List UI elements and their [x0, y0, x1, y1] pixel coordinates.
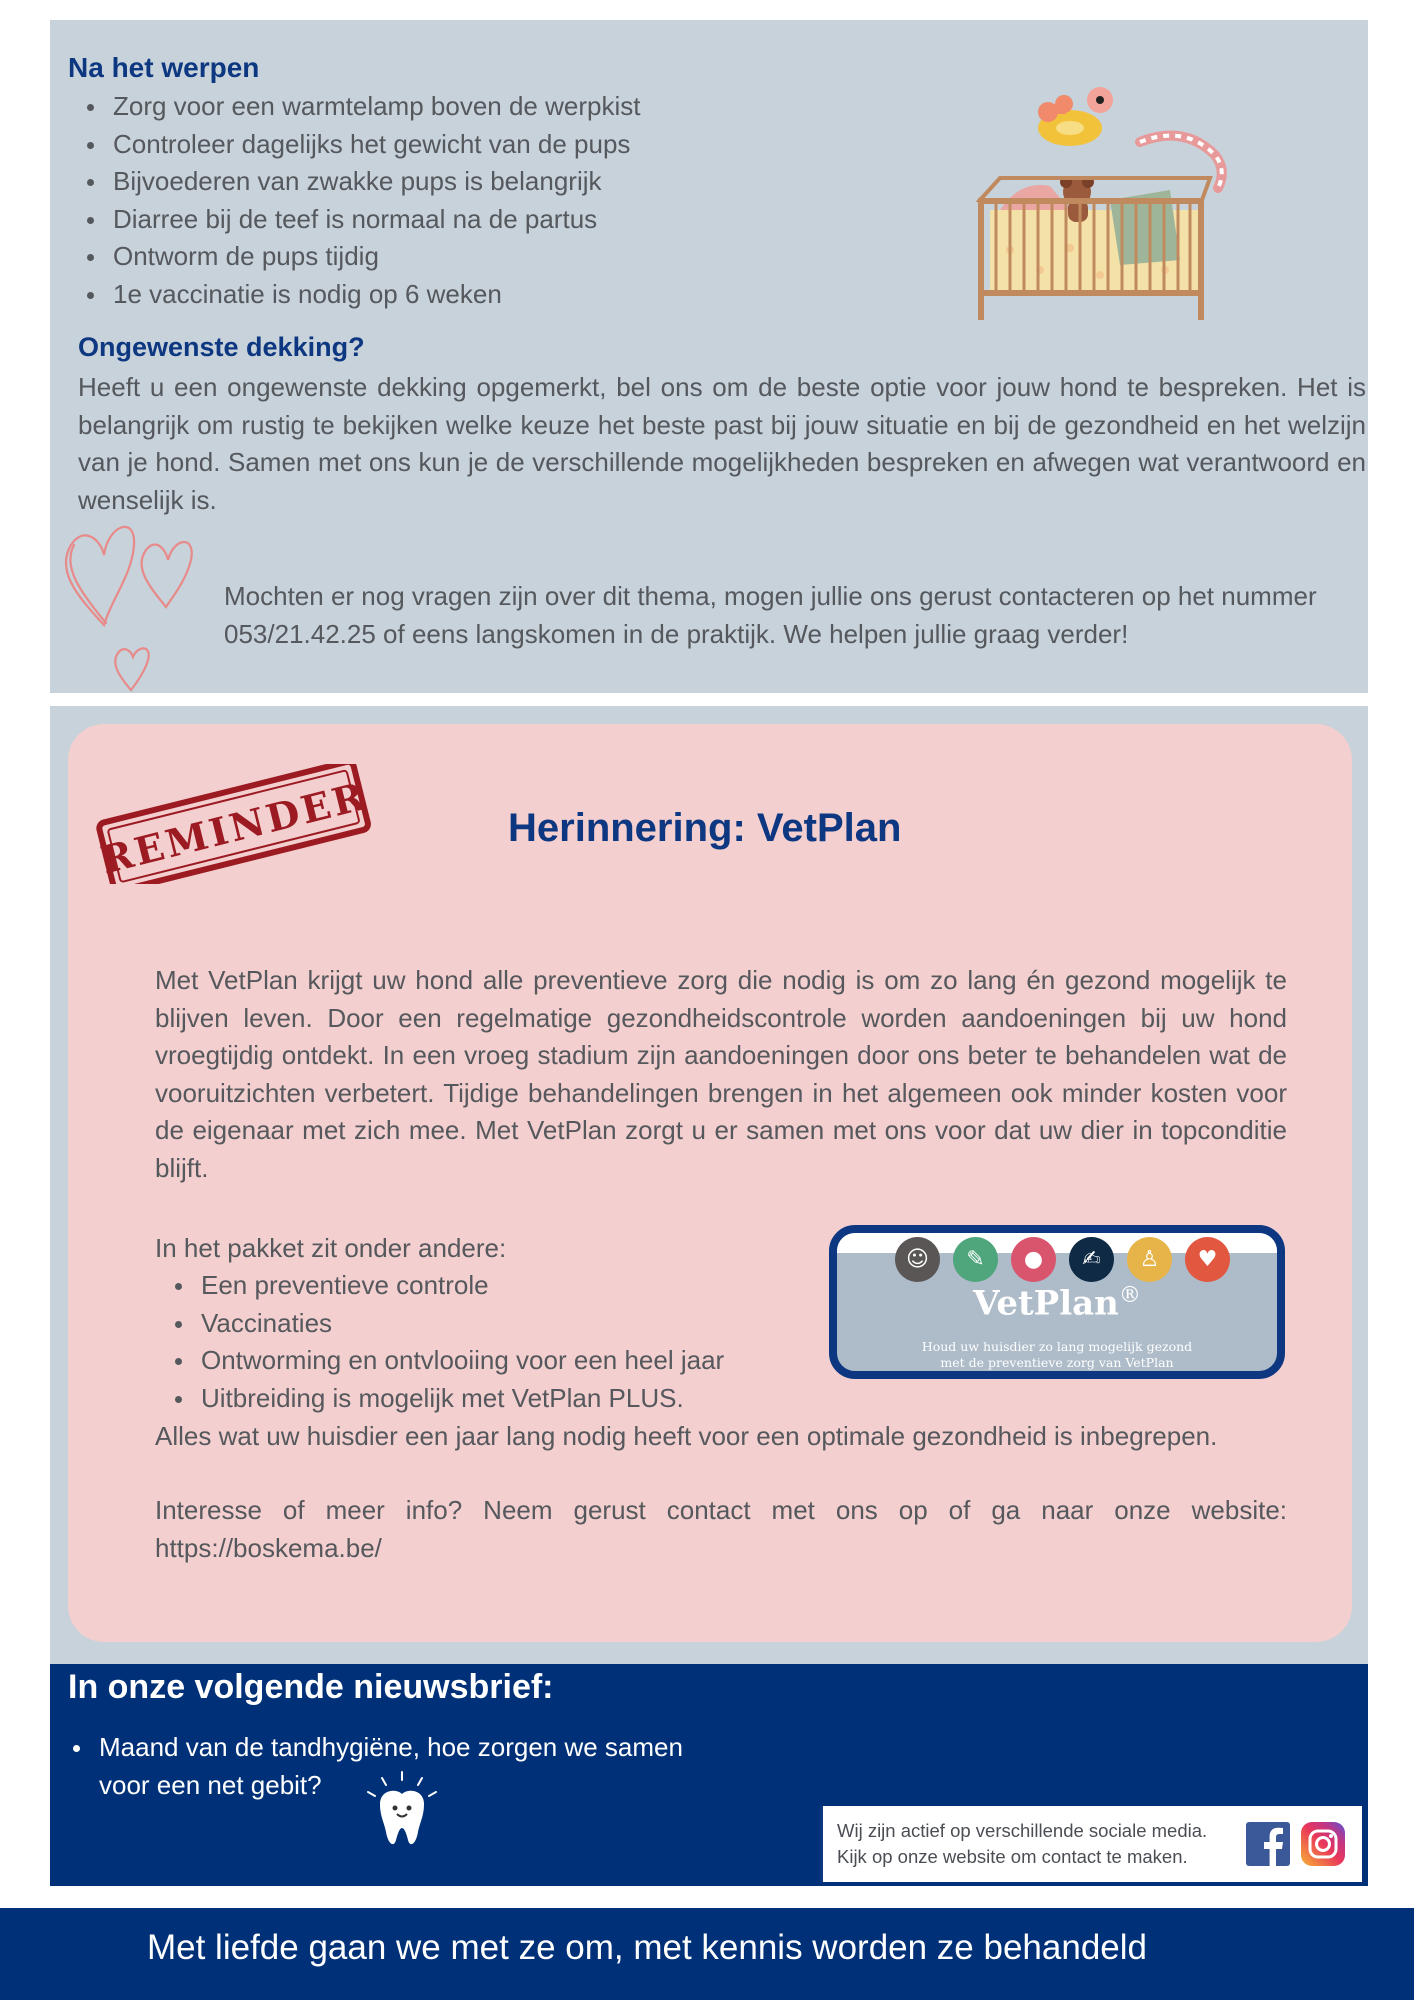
notepad-icon: ✍: [1069, 1237, 1114, 1282]
next-newsletter-title: In onze volgende nieuwsbrief:: [68, 1668, 554, 1706]
footer: [0, 1908, 1414, 2000]
list-item: Vaccinaties: [201, 1305, 724, 1343]
unwanted-mating-text: Heeft u een ongewenste dekking opgemerkt, bel ons om de beste optie voor jouw hond te bespreken. Het is belangrijk om rustig te bekijken welke keuze het beste past bij jouw situatie en bij de gezondheid en het welzijn van je hond. Samen met ons kun je de verschillende mogelijkheden bespreken en afwegen wat verantwoord en wenselijk is.: [78, 372, 1366, 515]
tooth-icon: ♙: [1127, 1237, 1172, 1282]
social-text: Wij zijn actief op verschillende sociale media. Kijk op onze website om contact te maken.: [837, 1820, 1208, 1867]
crib-illustration: [970, 60, 1270, 350]
reminder-stamp: [80, 764, 380, 884]
vetplan-card: [68, 724, 1352, 1642]
after-whelping-list: [113, 88, 640, 313]
piggy-bank-icon: ♥: [1185, 1237, 1230, 1282]
contact-note: Mochten er nog vragen zijn over dit thema, mogen jullie ons gerust contacteren op het nummer 053/21.42.25 of eens langskomen in de praktijk. We helpen jullie graag verder!: [224, 581, 1317, 649]
vetplan-icon-row: [895, 1237, 1230, 1282]
list-item: 1e vaccinatie is nodig op 6 weken: [113, 276, 640, 314]
crib-icon: [978, 176, 1210, 320]
list-item: Bijvoederen van zwakke pups is belangrijk: [113, 163, 640, 201]
vetplan-intro: Met VetPlan krijgt uw hond alle preventieve zorg die nodig is om zo lang én gezond mogelijk te blijven leven. Door een regelmatige gezondheidscontrole worden aandoeningen bij uw hond vroegtijdig ontdekt. In een vroeg stadium zijn aandoeningen door ons beter te behandelen wat de vooruitzichten verbetert. Tijdige behandelingen brengen in het algemeen ook minder kosten voor de eigenaar met zich mee. Met VetPlan zorgt u er samen met ons voor dat uw dier in topconditie blijft.: [155, 965, 1287, 1183]
social-media-box: [820, 1806, 1362, 1882]
toy-bone-icon: [1038, 87, 1113, 146]
package-list: [201, 1267, 724, 1417]
facebook-icon[interactable]: [1246, 1822, 1290, 1866]
footer-slogan: Met liefde gaan we met ze om, met kennis worden ze behandeld: [146, 1928, 1147, 1967]
list-item: Ontworming en ontvlooiing voor een heel jaar: [201, 1342, 724, 1380]
after-whelping-section: [50, 20, 1368, 693]
syringe-icon: ✎: [953, 1237, 998, 1282]
next-newsletter-section: [50, 1664, 1368, 1886]
instagram-icon[interactable]: [1301, 1822, 1345, 1866]
list-item: Ontworm de pups tijdig: [113, 238, 640, 276]
list-item: Diarree bij de teef is normaal na de partus: [113, 201, 640, 239]
vet-icon: ☺: [895, 1237, 940, 1282]
all-included-text: Alles wat uw huisdier een jaar lang nodig heeft voor een optimale gezondheid is inbegrepen.: [155, 1421, 1218, 1451]
tooth-icon: [360, 1770, 444, 1854]
vetplan-section: [50, 706, 1368, 1664]
hearts-icon: [56, 515, 216, 695]
after-whelping-title: Na het werpen: [68, 52, 260, 83]
drop-icon: ●: [1011, 1237, 1056, 1282]
list-item: Maand van de tandhygiëne, hoe zorgen we samen voor een net gebit?: [99, 1729, 739, 1804]
unwanted-mating-title: Ongewenste dekking?: [78, 332, 365, 362]
list-item: Controleer dagelijks het gewicht van de pups: [113, 126, 640, 164]
vetplan-logo-title: VetPlan®: [973, 1283, 1141, 1324]
interest-text: Interesse of meer info? Neem gerust contact met ons op of ga naar onze website: https://boskema.be/: [155, 1495, 1287, 1563]
vetplan-title: Herinnering: VetPlan: [508, 806, 902, 850]
vetplan-logo: [829, 1225, 1285, 1379]
stamp-text: REMINDER: [96, 772, 372, 883]
list-item: Een preventieve controle: [201, 1267, 724, 1305]
package-intro: In het pakket zit onder andere:: [155, 1233, 507, 1263]
vetplan-tagline: Houd uw huisdier zo lang mogelijk gezond met de preventieve zorg van VetPlan: [921, 1339, 1193, 1370]
list-item: Uitbreiding is mogelijk met VetPlan PLUS.: [201, 1380, 724, 1418]
list-item: Zorg voor een warmtelamp boven de werpkist: [113, 88, 640, 126]
